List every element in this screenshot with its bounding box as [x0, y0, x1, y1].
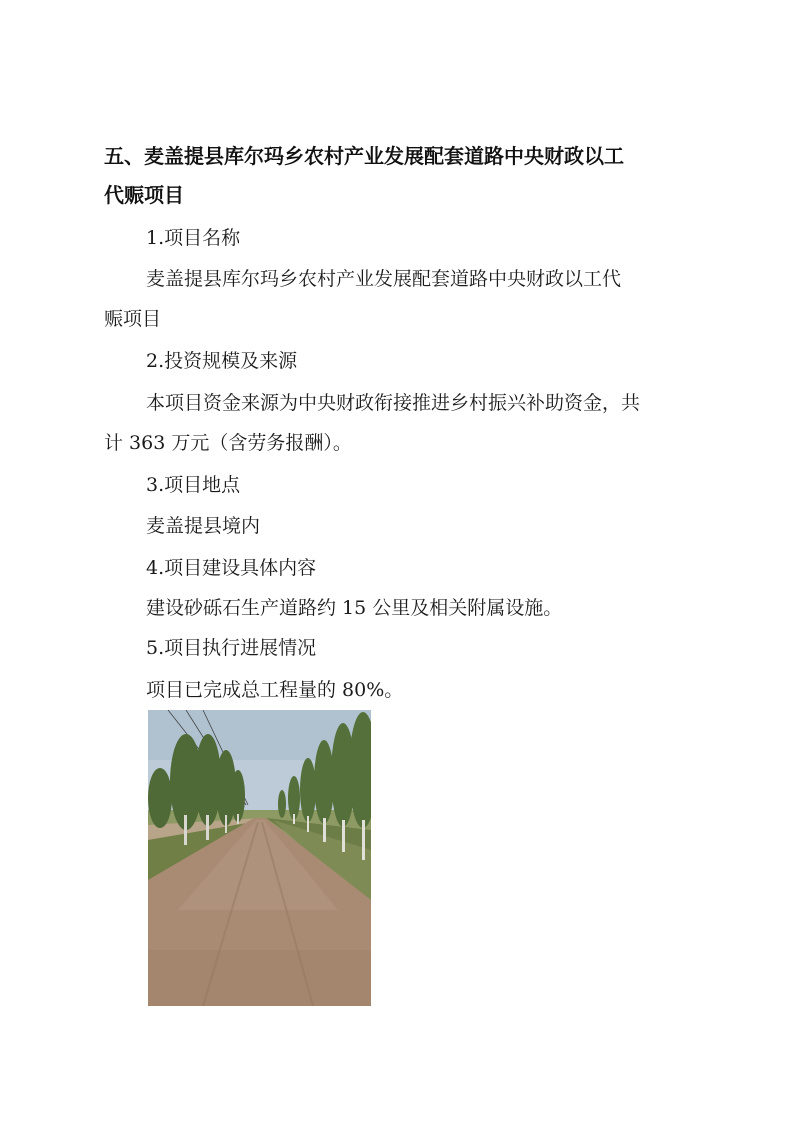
item-4-title: 4.项目建设具体内容 — [146, 557, 317, 579]
item-2-body-line-2: 计 363 万元（含劳务报酬）。 — [104, 432, 352, 454]
item-1-title: 1.项目名称 — [146, 227, 241, 249]
item-4-body: 建设砂砾石生产道路约 15 公里及相关附属设施。 — [146, 597, 563, 619]
section-heading-line-1: 五、麦盖提县库尔玛乡农村产业发展配套道路中央财政以工 — [104, 144, 624, 168]
item-2-title: 2.投资规模及来源 — [146, 350, 298, 372]
item-5-title: 5.项目执行进展情况 — [146, 637, 317, 659]
item-1-body-line-1: 麦盖提县库尔玛乡农村产业发展配套道路中央财政以工代 — [146, 268, 622, 290]
item-2-body-line-1: 本项目资金来源为中央财政衔接推进乡村振兴补助资金，共 — [146, 392, 641, 414]
item-5-body: 项目已完成总工程量的 80%。 — [146, 679, 404, 701]
item-3-title: 3.项目地点 — [146, 474, 241, 496]
road-photo — [148, 710, 371, 1006]
item-1-body-line-2: 赈项目 — [104, 308, 162, 330]
item-3-body: 麦盖提县境内 — [146, 515, 261, 537]
section-heading-line-2: 代赈项目 — [104, 183, 184, 207]
